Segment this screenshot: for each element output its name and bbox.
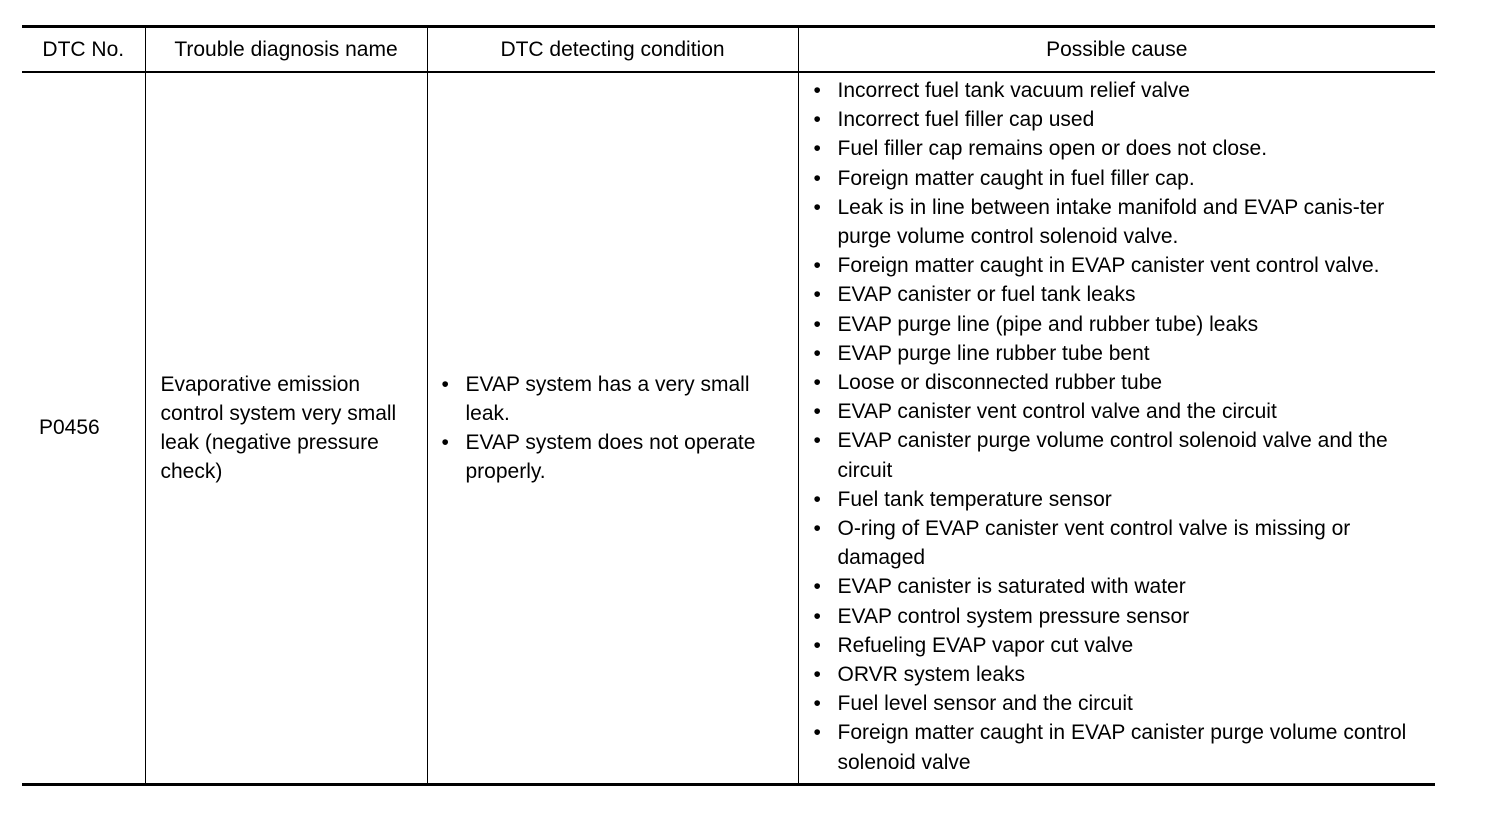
- header-trouble-name: Trouble diagnosis name: [145, 27, 427, 73]
- condition-item: • EVAP system does not operate properly.: [442, 428, 790, 486]
- cause-item: • Incorrect fuel filler cap used: [814, 105, 1428, 134]
- cause-item: • ORVR system leaks: [814, 660, 1428, 689]
- cause-item: • Fuel filler cap remains open or does not close.: [814, 134, 1428, 163]
- cause-item: • EVAP canister is saturated with water: [814, 572, 1428, 601]
- table-body: [22, 72, 1435, 784]
- header-possible-cause: Possible cause: [798, 27, 1435, 73]
- header-dtc-no: DTC No.: [22, 27, 145, 73]
- cause-item: • O-ring of EVAP canister vent control valve is missing or damaged: [814, 514, 1428, 572]
- trouble-diagnosis-name: Evaporative emission control system very small leak (negative pressure check): [145, 72, 427, 784]
- possible-cause-cell: [798, 72, 1435, 784]
- cause-item: • Leak is in line between intake manifold and EVAP canis-ter purge volume control solenoid valve.: [814, 193, 1428, 251]
- detecting-condition-cell: [427, 72, 798, 784]
- cause-item: • Refueling EVAP vapor cut valve: [814, 631, 1428, 660]
- dtc-table: [22, 25, 1435, 786]
- cause-item: • Incorrect fuel tank vacuum relief valve: [814, 76, 1428, 105]
- cause-item: • EVAP purge line (pipe and rubber tube) leaks: [814, 310, 1428, 339]
- cause-item: • EVAP control system pressure sensor: [814, 602, 1428, 631]
- cause-item: • EVAP canister or fuel tank leaks: [814, 280, 1428, 309]
- cause-item: • Fuel tank temperature sensor: [814, 485, 1428, 514]
- cause-item: • Fuel level sensor and the circuit: [814, 689, 1428, 718]
- dtc-code: P0456: [22, 72, 145, 784]
- cause-item: • EVAP canister purge volume control solenoid valve and the circuit: [814, 426, 1428, 484]
- cause-item: • Foreign matter caught in EVAP canister vent control valve.: [814, 251, 1428, 280]
- cause-item: • Foreign matter caught in fuel filler cap.: [814, 164, 1428, 193]
- header-row: [22, 27, 1435, 73]
- possible-cause-list: [814, 76, 1428, 777]
- detecting-condition-list: [442, 370, 790, 487]
- header-detecting-condition: DTC detecting condition: [427, 27, 798, 73]
- condition-item: • EVAP system has a very small leak.: [442, 370, 790, 428]
- cause-item: • Foreign matter caught in EVAP canister purge volume control solenoid valve: [814, 718, 1428, 776]
- table-header: [22, 27, 1435, 73]
- cause-item: • EVAP purge line rubber tube bent: [814, 339, 1428, 368]
- table-row: [22, 72, 1435, 784]
- cause-item: • Loose or disconnected rubber tube: [814, 368, 1428, 397]
- cause-item: • EVAP canister vent control valve and the circuit: [814, 397, 1428, 426]
